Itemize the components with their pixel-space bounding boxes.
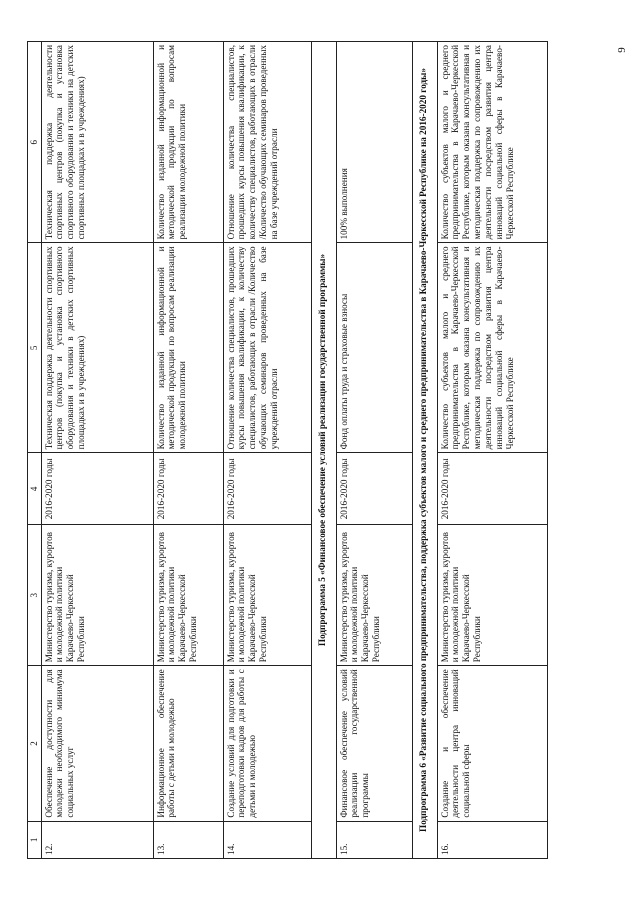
table-row xyxy=(41,42,153,859)
header-cell: 2 xyxy=(28,666,42,821)
row-number: 14. xyxy=(223,821,311,858)
header-cell: 5 xyxy=(28,243,42,453)
executor: Министерство туризма, курортов и молодежной политики Карачаево-Черкесской Республики xyxy=(153,525,223,666)
subprogram-row xyxy=(412,42,437,859)
expected-result: Фонд оплаты труда и страховые взносы xyxy=(336,243,412,453)
row-number: 13. xyxy=(153,821,223,858)
table-row xyxy=(223,42,311,859)
subprogram-6-title: Подпрограмма 6 «Развитие социального предпринимательства, поддержка субъектов малого и среднего предпринимательства в Карачаево-Черкесской Республике на 2016-2020 годы» xyxy=(412,42,437,859)
indicator: Отношение количества специалистов, прошедших курсы повышения квалификации, к количеству специалистов, работающих в отрасли /Количество обучающих семинаров проведенных на базе учреждений отрасли xyxy=(223,42,311,243)
period: 2016-2020 годы xyxy=(153,453,223,525)
header-cell: 1 xyxy=(28,821,42,858)
table-row xyxy=(336,42,412,859)
rotated-page-content xyxy=(27,41,595,859)
expected-result: Отношение количества специалистов, прошедших курсы повышения квалификации, к количеству специалистов, работающих в отрасли /Количество обучающих семинаров проведенных на базе учреждений отрасли xyxy=(223,243,311,453)
executor: Министерство туризма, курортов и молодежной политики Карачаево-Черкесской Республики xyxy=(336,525,412,666)
header-row xyxy=(28,42,42,859)
executor: Министерство туризма, курортов и молодежной политики Карачаево-Черкесской Республики xyxy=(41,525,153,666)
measure-name: Создание условий для подготовки и переподготовки кадров для работы с детьми и молодежью xyxy=(223,666,311,821)
header-cell: 4 xyxy=(28,453,42,525)
header-cell: 3 xyxy=(28,525,42,666)
row-number: 16. xyxy=(437,821,547,858)
period: 2016-2020 годы xyxy=(336,453,412,525)
expected-result: Количество изданной информационной и методической продукции по вопросам реализации молодежной политики xyxy=(153,243,223,453)
period: 2016-2020 годы xyxy=(223,453,311,525)
indicator: Количество изданной информационной и методической продукции по вопросам реализации молодежной политики xyxy=(153,42,223,243)
expected-result: Количество субъектов малого и среднего предпринимательства в Карачаево-Черкесской Республике, которым оказана консультативная и методическая поддержка по сопровождению их деятельности посредством развития центра инноваций социальной сферы в Карачаево-Черкесской Республике xyxy=(437,243,547,453)
subprogram-row xyxy=(311,42,336,859)
period: 2016-2020 годы xyxy=(41,453,153,525)
page-number: 9 xyxy=(615,47,628,53)
indicator: Количество субъектов малого и среднего предпринимательства в Карачаево-Черкесской Республике, которым оказана консультативная и методическая поддержка по сопровождению их деятельности посредством развития центра инноваций социальной сферы в Карачаево-Черкесской Республике xyxy=(437,42,547,243)
header-cell: 6 xyxy=(28,42,42,243)
row-number: 12. xyxy=(41,821,153,858)
table-row xyxy=(437,42,547,859)
measure-name: Обеспечение доступности для молодежи необходимого минимума социальных услуг xyxy=(41,666,153,821)
row-number: 15. xyxy=(336,821,412,858)
program-measures-table xyxy=(27,41,548,859)
measure-name: Создание и обеспечение деятельности центра инноваций социальной сферы xyxy=(437,666,547,821)
measure-name: Финансовое обеспечение условий реализации государственной программы xyxy=(336,666,412,821)
expected-result: Техническая поддержка деятельности спортивных центров (покупка и установка спортивного оборудования и техники в детских спортивных площадках и в учреждениях) xyxy=(41,243,153,453)
measure-name: Информационное обеспечение работы с детьми и молодежью xyxy=(153,666,223,821)
executor: Министерство туризма, курортов и молодежной политики Карачаево-Черкесской Республики xyxy=(437,525,547,666)
period: 2016-2020 годы xyxy=(437,453,547,525)
executor: Министерство туризма, курортов и молодежной политики Карачаево-Черкесской Республики xyxy=(223,525,311,666)
subprogram-5-title: Подпрограмма 5 «Финансовое обеспечение условий реализации государственной программы» xyxy=(311,42,336,859)
table-row xyxy=(153,42,223,859)
indicator: 100% выполнения xyxy=(336,42,412,243)
indicator: Техническая поддержка деятельности спортивных центров (покупка и установка спортивного оборудования и техники на детских спортивных площадках и в учреждениях) xyxy=(41,42,153,243)
